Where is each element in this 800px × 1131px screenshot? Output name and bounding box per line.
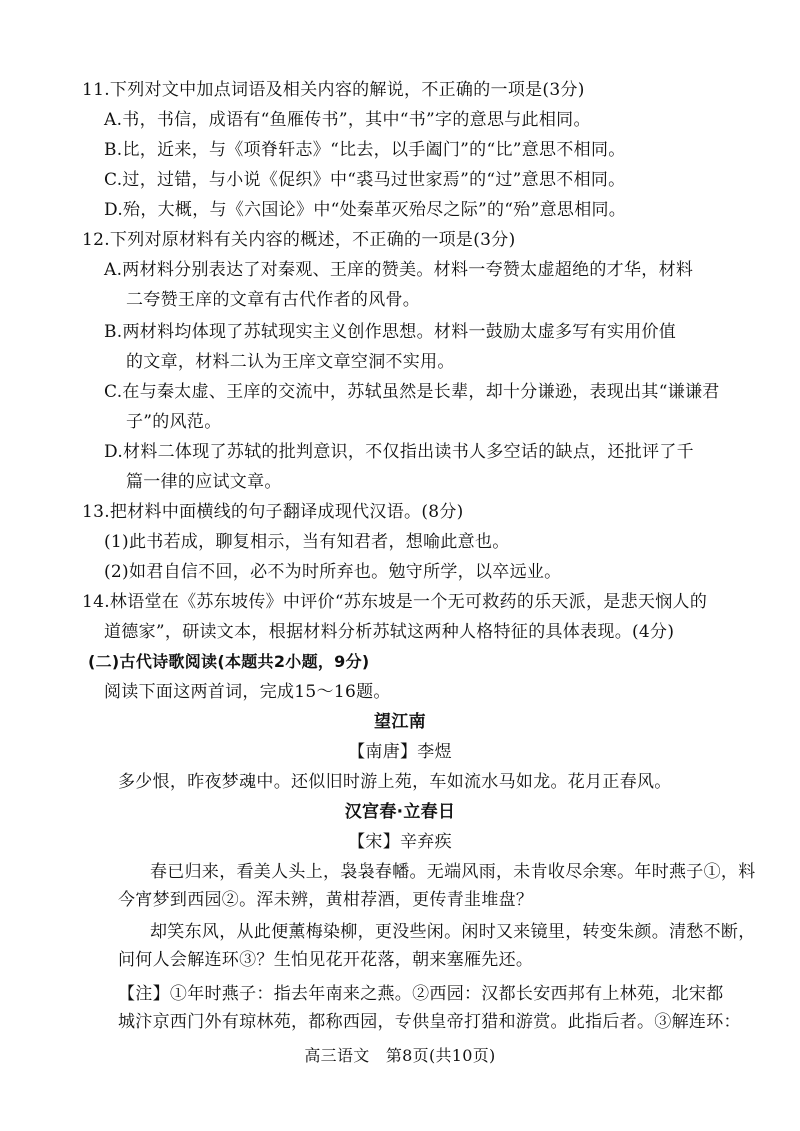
notes-line1: 【注】①年时燕子：指去年南来之燕。②西园：汉都长安西邦有上林苑，北宋都 <box>118 984 724 1004</box>
q14-line2: 道德家”，研读文本，根据材料分析苏轼这两种人格特征的具体表现。(4分) <box>104 622 675 642</box>
q11-option-b: B.比，近来，与《项脊轩志》“比去，以手阖门”的“比”意思不相同。 <box>104 140 626 160</box>
q13-sentence-2: (2)如君自信不回，必不为时所弃也。勉守所学，以卒远业。 <box>104 562 562 582</box>
poem2-title: 汉宫春·立春日 <box>344 802 456 822</box>
q12-option-c-line1: C.在与秦太虚、王庠的交流中，苏轼虽然是长辈，却十分谦逊，表现出其“谦谦君 <box>104 382 720 402</box>
q12-option-a-line1: A.两材料分别表达了对秦观、王庠的赞美。材料一夸赞太虚超绝的才华，材料 <box>104 260 694 280</box>
poem2-stanza1-line2: 今宵梦到西园②。浑未辨，黄柑荐酒，更传青韭堆盘？ <box>118 890 534 910</box>
poem2-stanza2-line1: 却笑东风，从此便薰梅染柳，更没些闲。闲时又来镜里，转变朱颜。清愁不断， <box>150 922 756 942</box>
q12-stem: 12.下列对原材料有关内容的概述，不正确的一项是(3分) <box>82 230 516 250</box>
q12-option-c-line2: 子”的风范。 <box>126 412 222 432</box>
poem1-author: 【南唐】李煜 <box>348 742 452 762</box>
q11-option-c: C.过，过错，与小说《促织》中“裘马过世家焉”的“过”意思不相同。 <box>104 170 626 190</box>
q12-option-d-line2: 篇一律的应试文章。 <box>126 472 282 492</box>
poem2-stanza2-line2: 问何人会解连环③？生怕见花开花落，朝来塞雁先还。 <box>118 950 534 970</box>
q12-option-b-line1: B.两材料均体现了苏轼现实主义创作思想。材料一鼓励太虚多写有实用价值 <box>104 322 677 342</box>
q11-option-d: D.殆，大概，与《六国论》中“处秦革灭殆尽之际”的“殆”意思相同。 <box>104 200 627 220</box>
q14-line1: 14.林语堂在《苏东坡传》中评价“苏东坡是一个无可救药的乐天派，是悲天悯人的 <box>82 592 708 612</box>
section-heading: (二)古代诗歌阅读(本题共2小题，9分) <box>88 652 370 671</box>
q11-option-a: A.书，书信，成语有“鱼雁传书”，其中“书”字的意思与此相同。 <box>104 110 591 130</box>
q13-sentence-1: (1)此书若成，聊复相示，当有知君者，想喻此意也。 <box>104 532 510 552</box>
poem1-text: 多少恨，昨夜梦魂中。还似旧时游上苑，车如流水马如龙。花月正春风。 <box>118 772 672 792</box>
poem2-stanza1-line1: 春已归来，看美人头上，袅袅春幡。无端风雨，未肯收尽余寒。年时燕子①，料 <box>150 862 756 882</box>
notes-line2: 城汴京西门外有琼林苑，都称西园，专供皇帝打猎和游赏。此指后者。③解连环： <box>118 1012 741 1032</box>
q13-stem: 13.把材料中面横线的句子翻译成现代汉语。(8分) <box>82 502 464 522</box>
page-footer: 高三语文 第8页(共10页) <box>304 1046 496 1065</box>
poem1-title: 望江南 <box>374 712 426 732</box>
q12-option-d-line1: D.材料二体现了苏轼的批判意识，不仅指出读书人多空话的缺点，还批评了千 <box>104 442 694 462</box>
section-intro: 阅读下面这两首词，完成15～16题。 <box>104 682 391 702</box>
poem2-author: 【宋】辛弃疾 <box>348 832 452 852</box>
q11-stem: 11.下列对文中加点词语及相关内容的解说，不正确的一项是(3分) <box>82 80 585 100</box>
q12-option-b-line2: 的文章，材料二认为王庠文章空洞不实用。 <box>126 352 455 372</box>
q12-option-a-line2: 二夸赞王庠的文章有古代作者的风骨。 <box>126 290 421 310</box>
